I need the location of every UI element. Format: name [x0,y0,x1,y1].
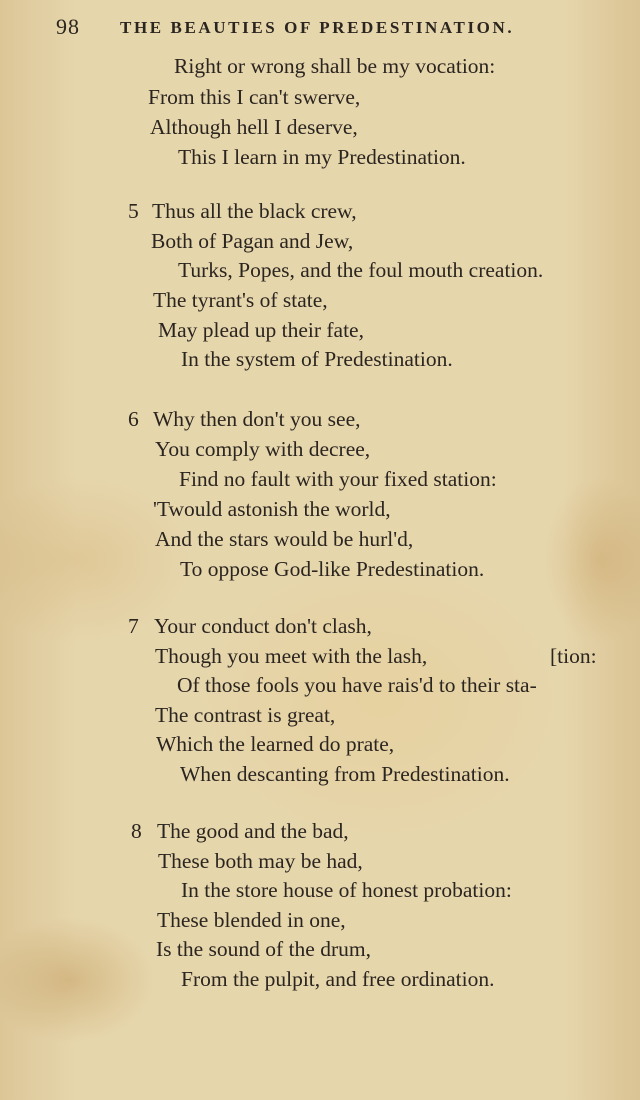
verse-line: From this I can't swerve, [148,85,361,109]
verse-line: The good and the bad, [157,819,349,843]
verse-line: This I learn in my Predestination. [178,145,466,169]
verse-line: You comply with decree, [155,437,371,461]
verse-line: These blended in one, [157,908,346,932]
verse-line: Of those fools you have rais'd to their sta- [177,673,537,697]
verse-line: In the system of Predestination. [181,347,453,371]
verse-line: The contrast is great, [155,703,336,727]
verse-line: Although hell I deserve, [150,115,358,139]
verse-line: Right or wrong shall be my vocation: [174,54,496,78]
page-number: 98 [56,14,80,39]
running-head: THE BEAUTIES OF PREDESTINATION. [120,18,515,37]
verse-line: From the pulpit, and free ordination. [181,967,495,991]
verse-line: The tyrant's of state, [153,288,328,312]
stanza-number: 7 [128,614,139,638]
verse-line: Though you meet with the lash, [155,644,428,668]
turnover-bracket: [tion: [550,644,597,668]
verse-line: Thus all the black crew, [152,199,357,223]
verse-line: These both may be had, [158,849,363,873]
verse-line: And the stars would be hurl'd, [155,527,414,551]
verse-line: 'Twould astonish the world, [153,497,391,521]
page-header [0,12,640,42]
stanza-number: 5 [128,199,139,223]
verse-line: Which the learned do prate, [156,732,395,756]
verse-line: In the store house of honest probation: [181,878,512,902]
stanza-number: 8 [131,819,142,843]
verse-line: Find no fault with your fixed station: [179,467,497,491]
verse-line: Your conduct don't clash, [154,614,372,638]
verse-line: To oppose God-like Predestination. [180,557,485,581]
verse-line: Turks, Popes, and the foul mouth creation. [178,258,544,282]
verse-line: May plead up their fate, [158,318,364,342]
verse-line: When descanting from Predestination. [180,762,510,786]
verse-line: Both of Pagan and Jew, [151,229,354,253]
verse-line: Why then don't you see, [153,407,361,431]
stanza-number: 6 [128,407,139,431]
verse-line: Is the sound of the drum, [156,937,371,961]
